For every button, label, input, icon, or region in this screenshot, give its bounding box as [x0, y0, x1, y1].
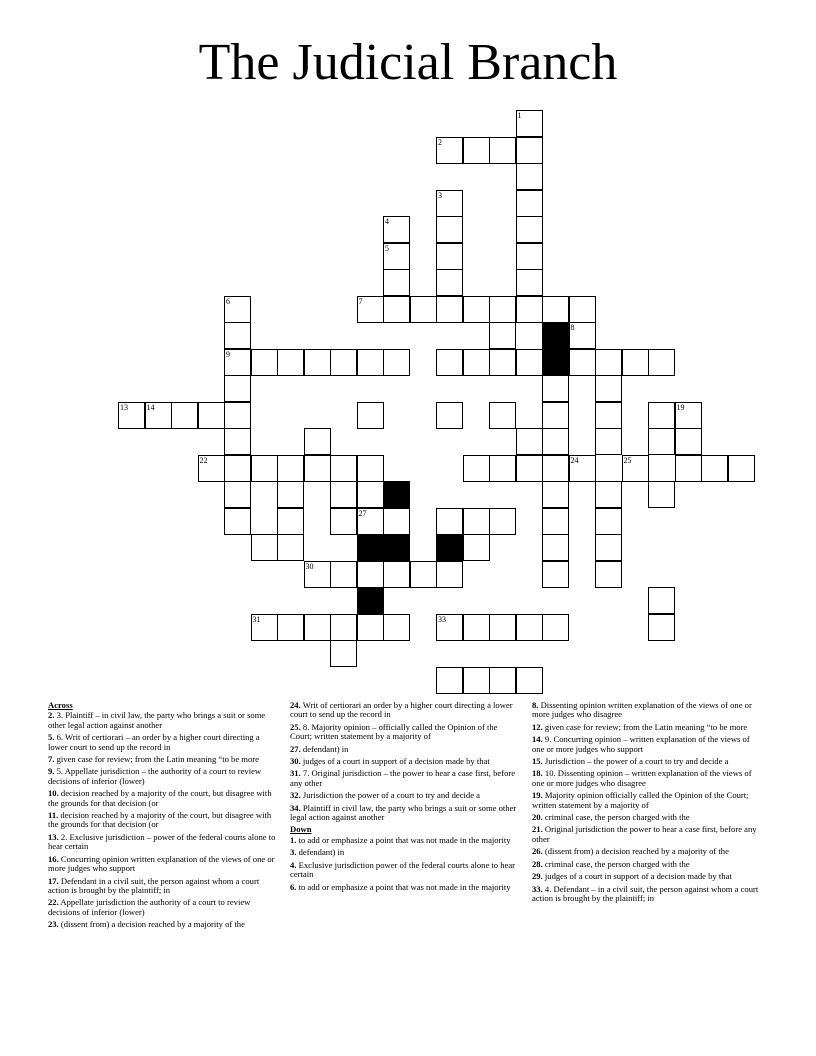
cell-number: 7 — [358, 296, 363, 306]
grid-cell[interactable] — [542, 614, 569, 641]
grid-cell[interactable] — [383, 243, 410, 270]
clue-number: 23. — [48, 919, 59, 930]
grid-cell[interactable] — [383, 269, 410, 296]
cell-number: 33 — [438, 614, 446, 624]
cell-number: 5 — [385, 243, 389, 253]
grid-cell[interactable] — [569, 322, 596, 349]
grid-cell[interactable] — [357, 349, 384, 376]
clue-text: decision reached by a majority of the court, but disagree with the grounds for that decision (or — [48, 810, 272, 830]
clue-number: 15. — [532, 756, 543, 767]
clue-item — [290, 883, 520, 892]
cell-number: 4 — [385, 217, 389, 226]
clue-number: 14. — [532, 734, 543, 745]
grid-cell[interactable] — [542, 296, 569, 323]
clue-text: Original jurisdiction the power to hear a case first, before any other — [532, 824, 757, 844]
clue-number: 33. — [532, 883, 543, 894]
clue-number: 5. — [48, 732, 55, 743]
cell-number: 11 — [544, 349, 552, 359]
grid-cell[interactable] — [489, 614, 516, 641]
clue-item — [290, 848, 520, 857]
clue-item — [48, 711, 278, 730]
clue-number: 18. — [532, 768, 543, 779]
grid-cell[interactable] — [569, 296, 596, 323]
grid-cell[interactable] — [357, 561, 384, 588]
cell-number: 1 — [517, 111, 522, 120]
grid-cell[interactable] — [277, 534, 304, 561]
clue-text: 6. Writ of certiorari – an order by a higher court directing a lower court to send up the record in — [48, 732, 260, 752]
grid-cell[interactable] — [145, 402, 172, 429]
grid-cell[interactable] — [516, 455, 543, 482]
clue-text: judges of a court in support of a decision made by that — [300, 756, 490, 767]
grid-cell[interactable] — [224, 508, 251, 535]
grid-cell[interactable] — [357, 296, 384, 323]
grid-cell[interactable] — [542, 481, 569, 508]
grid-cell[interactable] — [463, 137, 490, 164]
clue-number: 9. — [48, 766, 55, 777]
clue-text: Appellate jurisdiction the authority of a court to review decisions of inferior (lower) — [48, 897, 251, 917]
grid-cell[interactable] — [516, 428, 543, 455]
clue-item — [532, 723, 762, 732]
grid-cell[interactable] — [383, 216, 410, 243]
grid-cell[interactable] — [436, 243, 463, 270]
grid-cell[interactable] — [383, 614, 410, 641]
clue-number: 6. — [290, 881, 297, 892]
clue-text: 2. Exclusive jurisdiction – power of the federal courts alone to hear certain — [48, 831, 276, 852]
clue-item — [48, 877, 278, 896]
grid-cell[interactable] — [648, 614, 675, 641]
grid-cell[interactable] — [383, 508, 410, 535]
grid-cell[interactable] — [436, 349, 463, 376]
clue-item — [532, 847, 762, 856]
clue-number: 29. — [532, 871, 543, 882]
grid-cell[interactable] — [224, 296, 251, 323]
grid-cell[interactable] — [728, 455, 755, 482]
clue-number: 19. — [532, 790, 543, 801]
clue-item — [290, 836, 520, 845]
grid-cell[interactable] — [516, 163, 543, 190]
clue-text: defendant) in — [300, 743, 349, 754]
clue-text: Exclusive jurisdiction power of the federal courts alone to hear certain — [290, 859, 516, 880]
grid-cell[interactable] — [569, 349, 596, 376]
clue-number: 1. — [290, 834, 297, 845]
grid-cell[interactable] — [516, 349, 543, 376]
clue-text: 3. Plaintiff – in civil law, the party who brings a suit or some other legal action against another — [48, 710, 266, 730]
clue-item — [290, 701, 520, 720]
grid-cell[interactable] — [251, 534, 278, 561]
cell-number: 6 — [226, 296, 230, 306]
blocked-cell — [542, 349, 569, 376]
clue-number: 28. — [532, 858, 543, 869]
blocked-cell — [357, 534, 384, 561]
clue-item — [48, 833, 278, 852]
grid-cell[interactable] — [595, 375, 622, 402]
blocked-cell — [383, 481, 410, 508]
grid-cell[interactable] — [516, 296, 543, 323]
clue-item — [290, 723, 520, 742]
clue-text: given case for review; from the Latin meaning “to be more — [54, 754, 259, 765]
clue-item — [48, 789, 278, 808]
grid-cell[interactable] — [595, 349, 622, 376]
grid-cell[interactable] — [489, 667, 516, 694]
clue-number: 16. — [48, 853, 59, 864]
grid-cell[interactable] — [595, 508, 622, 535]
cell-number: 25 — [623, 455, 632, 465]
clue-number: 12. — [532, 721, 543, 732]
grid-cell[interactable] — [383, 561, 410, 588]
grid-cell[interactable] — [330, 349, 357, 376]
clue-item — [290, 804, 520, 823]
grid-cell[interactable] — [436, 614, 463, 641]
clue-item — [48, 898, 278, 917]
cell-number: 2 — [438, 137, 442, 147]
clue-text: defendant) in — [296, 847, 345, 858]
clue-item — [48, 755, 278, 764]
grid-cell[interactable] — [330, 455, 357, 482]
grid-cell[interactable] — [383, 296, 410, 323]
grid-cell[interactable] — [436, 216, 463, 243]
grid-cell[interactable] — [436, 269, 463, 296]
grid-cell[interactable] — [330, 561, 357, 588]
clue-text: Concurring opinion written explanation of the views of one or more judges who support — [48, 853, 275, 874]
grid-cell[interactable] — [542, 508, 569, 535]
blocked-cell — [357, 587, 384, 614]
grid-cell[interactable] — [648, 402, 675, 429]
grid-cell[interactable] — [516, 243, 543, 270]
clue-number: 20. — [532, 812, 543, 823]
grid-cell[interactable] — [648, 428, 675, 455]
clue-column-right — [532, 701, 762, 906]
clue-text: 8. Majority opinion – officially called the Opinion of the Court; written statement by a majority of — [290, 721, 498, 742]
grid-cell[interactable] — [383, 349, 410, 376]
clue-text: to add or emphasize a point that was not made in the majority — [296, 834, 511, 845]
clue-number: 17. — [48, 875, 59, 886]
clue-number: 24. — [290, 700, 301, 710]
grid-cell[interactable] — [436, 190, 463, 217]
grid-cell[interactable] — [224, 349, 251, 376]
grid-cell[interactable] — [516, 667, 543, 694]
clue-text: (dissent from) a decision reached by a majority of the — [542, 846, 729, 857]
clue-text: Defendant in a civil suit, the person against whom a court action is brought by the plaintiff; in — [48, 875, 260, 895]
clue-item — [532, 825, 762, 844]
grid-cell[interactable] — [277, 349, 304, 376]
clue-number: 25. — [290, 721, 301, 732]
clue-number: 11. — [48, 810, 59, 821]
clue-text: 4. Defendant – in a civil suit, the person against whom a court action is brought by the plaintiff; in — [532, 883, 759, 903]
grid-cell[interactable] — [595, 534, 622, 561]
grid-cell[interactable] — [489, 296, 516, 323]
clue-number: 34. — [290, 802, 301, 813]
clue-section-heading: Down — [290, 824, 312, 835]
clue-text: Writ of certiorari an order by a higher court directing a lower court to send up the record in — [290, 700, 513, 720]
grid-cell[interactable] — [595, 561, 622, 588]
grid-cell[interactable] — [277, 455, 304, 482]
clue-item — [290, 757, 520, 766]
grid-cell[interactable] — [516, 216, 543, 243]
grid-cell[interactable] — [171, 402, 198, 429]
clue-item — [290, 791, 520, 800]
cell-number: 3 — [438, 190, 442, 200]
grid-cell[interactable] — [224, 455, 251, 482]
clue-item — [48, 733, 278, 752]
grid-cell[interactable] — [516, 190, 543, 217]
clue-column-middle — [290, 701, 520, 895]
clue-item — [48, 855, 278, 874]
clue-text: Jurisdiction – the power of a court to try and decide a — [542, 756, 729, 767]
grid-cell[interactable] — [489, 508, 516, 535]
grid-cell[interactable] — [277, 481, 304, 508]
grid-cell[interactable] — [463, 296, 490, 323]
clue-text: decision reached by a majority of the court, but disagree with the grounds for that decision (or — [48, 788, 272, 808]
grid-cell[interactable] — [516, 614, 543, 641]
clue-item — [532, 885, 762, 904]
grid-cell[interactable] — [463, 455, 490, 482]
clue-column-left — [48, 701, 278, 933]
grid-cell[interactable] — [489, 402, 516, 429]
clue-number: 10. — [48, 788, 59, 799]
blocked-cell — [436, 534, 463, 561]
blocked-cell — [542, 322, 569, 349]
grid-cell[interactable] — [224, 428, 251, 455]
grid-cell[interactable] — [224, 322, 251, 349]
grid-cell[interactable] — [595, 428, 622, 455]
grid-cell[interactable] — [463, 349, 490, 376]
clue-text: (dissent from) a decision reached by a majority of the — [58, 919, 245, 930]
clue-text: Dissenting opinion written explanation of the views of one or more judges who disagree — [532, 700, 752, 720]
grid-cell[interactable] — [304, 561, 331, 588]
page-title: The Judicial Branch — [198, 34, 618, 91]
grid-cell[interactable] — [304, 614, 331, 641]
clue-item — [532, 735, 762, 754]
clue-item — [290, 769, 520, 788]
grid-cell[interactable] — [330, 614, 357, 641]
grid-cell[interactable] — [251, 455, 278, 482]
clue-item — [532, 757, 762, 766]
cell-number: 19 — [676, 402, 685, 412]
grid-cell[interactable] — [251, 614, 278, 641]
grid-cell[interactable] — [648, 587, 675, 614]
grid-cell[interactable] — [463, 508, 490, 535]
grid-cell[interactable] — [701, 455, 728, 482]
cell-number: 14 — [146, 402, 155, 412]
clue-item — [532, 872, 762, 881]
cell-number: 8 — [570, 323, 575, 332]
cell-number: 30 — [305, 561, 314, 571]
grid-cell[interactable] — [542, 455, 569, 482]
clue-number: 4. — [290, 859, 297, 870]
grid-cell[interactable] — [118, 402, 145, 429]
clue-number: 3. — [290, 847, 297, 858]
grid-cell[interactable] — [436, 508, 463, 535]
clue-section-heading: Across — [48, 700, 73, 710]
clue-number: 26. — [532, 846, 543, 857]
grid-cell[interactable] — [542, 402, 569, 429]
clue-text: given case for review; from the Latin meaning “to be more — [542, 721, 748, 732]
grid-cell[interactable] — [542, 534, 569, 561]
cell-number: 27 — [358, 508, 367, 518]
grid-cell[interactable] — [357, 508, 384, 535]
clue-item — [48, 767, 278, 786]
grid-cell[interactable] — [675, 402, 702, 429]
grid-cell[interactable] — [436, 667, 463, 694]
grid-cell[interactable] — [489, 349, 516, 376]
cell-number: 22 — [199, 455, 208, 465]
grid-cell[interactable] — [622, 455, 649, 482]
clue-item — [532, 701, 762, 720]
grid-cell[interactable] — [198, 402, 225, 429]
clue-item — [532, 769, 762, 788]
clue-item — [532, 860, 762, 869]
grid-cell[interactable] — [277, 614, 304, 641]
grid-cell[interactable] — [516, 110, 543, 137]
grid-cell[interactable] — [648, 481, 675, 508]
clue-item — [532, 813, 762, 822]
grid-cell[interactable] — [330, 481, 357, 508]
grid-cell[interactable] — [304, 455, 331, 482]
grid-cell[interactable] — [277, 508, 304, 535]
grid-cell[interactable] — [198, 455, 225, 482]
clue-text: 7. Original jurisdiction – the power to hear a case first, before any other — [290, 768, 516, 788]
clue-text: 10. Dissenting opinion – written explanation of the views of one or more judges who disagree — [532, 768, 752, 788]
clue-number: 31. — [290, 768, 301, 779]
grid-cell[interactable] — [330, 640, 357, 667]
grid-cell[interactable] — [436, 137, 463, 164]
grid-cell[interactable] — [463, 534, 490, 561]
cell-number: 31 — [252, 614, 261, 624]
grid-cell[interactable] — [595, 402, 622, 429]
grid-cell[interactable] — [595, 481, 622, 508]
clue-number: 30. — [290, 756, 301, 767]
grid-cell[interactable] — [516, 269, 543, 296]
grid-cell[interactable] — [648, 349, 675, 376]
grid-cell[interactable] — [436, 561, 463, 588]
grid-cell[interactable] — [304, 349, 331, 376]
cell-number: 24 — [570, 455, 579, 465]
grid-cell[interactable] — [224, 481, 251, 508]
clue-text: criminal case, the person charged with the — [542, 858, 690, 869]
grid-cell[interactable] — [304, 428, 331, 455]
cell-number: 13 — [120, 402, 128, 412]
grid-cell[interactable] — [622, 349, 649, 376]
cell-number: 26 — [385, 482, 393, 491]
grid-cell[interactable] — [489, 322, 516, 349]
grid-cell[interactable] — [357, 614, 384, 641]
grid-cell[interactable] — [542, 428, 569, 455]
clue-text: Plaintiff in civil law, the party who brings a suit or some other legal action against another — [290, 802, 517, 823]
grid-cell[interactable] — [542, 561, 569, 588]
grid-cell[interactable] — [436, 296, 463, 323]
grid-cell[interactable] — [410, 561, 437, 588]
clue-number: 27. — [290, 743, 301, 754]
grid-cell[interactable] — [251, 349, 278, 376]
grid-cell[interactable] — [224, 375, 251, 402]
clue-item — [290, 861, 520, 880]
grid-cell[interactable] — [436, 402, 463, 429]
grid-cell[interactable] — [224, 402, 251, 429]
clue-text: criminal case, the person charged with the — [542, 812, 690, 823]
blocked-cell — [383, 534, 410, 561]
grid-cell[interactable] — [357, 455, 384, 482]
clue-text: 5. Appellate jurisdiction – the authority of a court to review decisions of inferior (lower) — [48, 766, 262, 786]
clue-item — [290, 745, 520, 754]
clue-number: 8. — [532, 700, 539, 710]
grid-cell[interactable] — [675, 455, 702, 482]
grid-cell[interactable] — [675, 428, 702, 455]
clue-text: to add or emphasize a point that was not made in the majority — [296, 881, 511, 892]
grid-cell[interactable] — [516, 137, 543, 164]
clue-number: 13. — [48, 831, 59, 842]
grid-cell[interactable] — [330, 508, 357, 535]
clue-number: 7. — [48, 754, 55, 765]
grid-cell[interactable] — [357, 481, 384, 508]
grid-cell[interactable] — [463, 614, 490, 641]
grid-cell[interactable] — [463, 667, 490, 694]
clue-number: 2. — [48, 710, 55, 721]
clue-text: Majority opinion officially called the Opinion of the Court; written statement by a majority of — [532, 790, 749, 810]
clue-item — [532, 791, 762, 810]
grid-cell[interactable] — [569, 455, 596, 482]
grid-cell[interactable] — [542, 375, 569, 402]
grid-cell[interactable] — [489, 455, 516, 482]
clue-number: 32. — [290, 790, 301, 801]
clue-text: 9. Concurring opinion – written explanation of the views of one or more judges who support — [532, 734, 750, 754]
clue-number: 21. — [532, 824, 543, 835]
grid-cell[interactable] — [489, 137, 516, 164]
clue-item — [48, 920, 278, 929]
grid-cell[interactable] — [357, 402, 384, 429]
clue-item — [48, 811, 278, 830]
clue-number: 22. — [48, 897, 59, 908]
cell-number: 9 — [226, 349, 230, 359]
clue-text: judges of a court in support of a decision made by that — [542, 871, 732, 882]
grid-cell[interactable] — [410, 296, 437, 323]
clue-text: Jurisdiction the power of a court to try and decide a — [300, 790, 480, 801]
